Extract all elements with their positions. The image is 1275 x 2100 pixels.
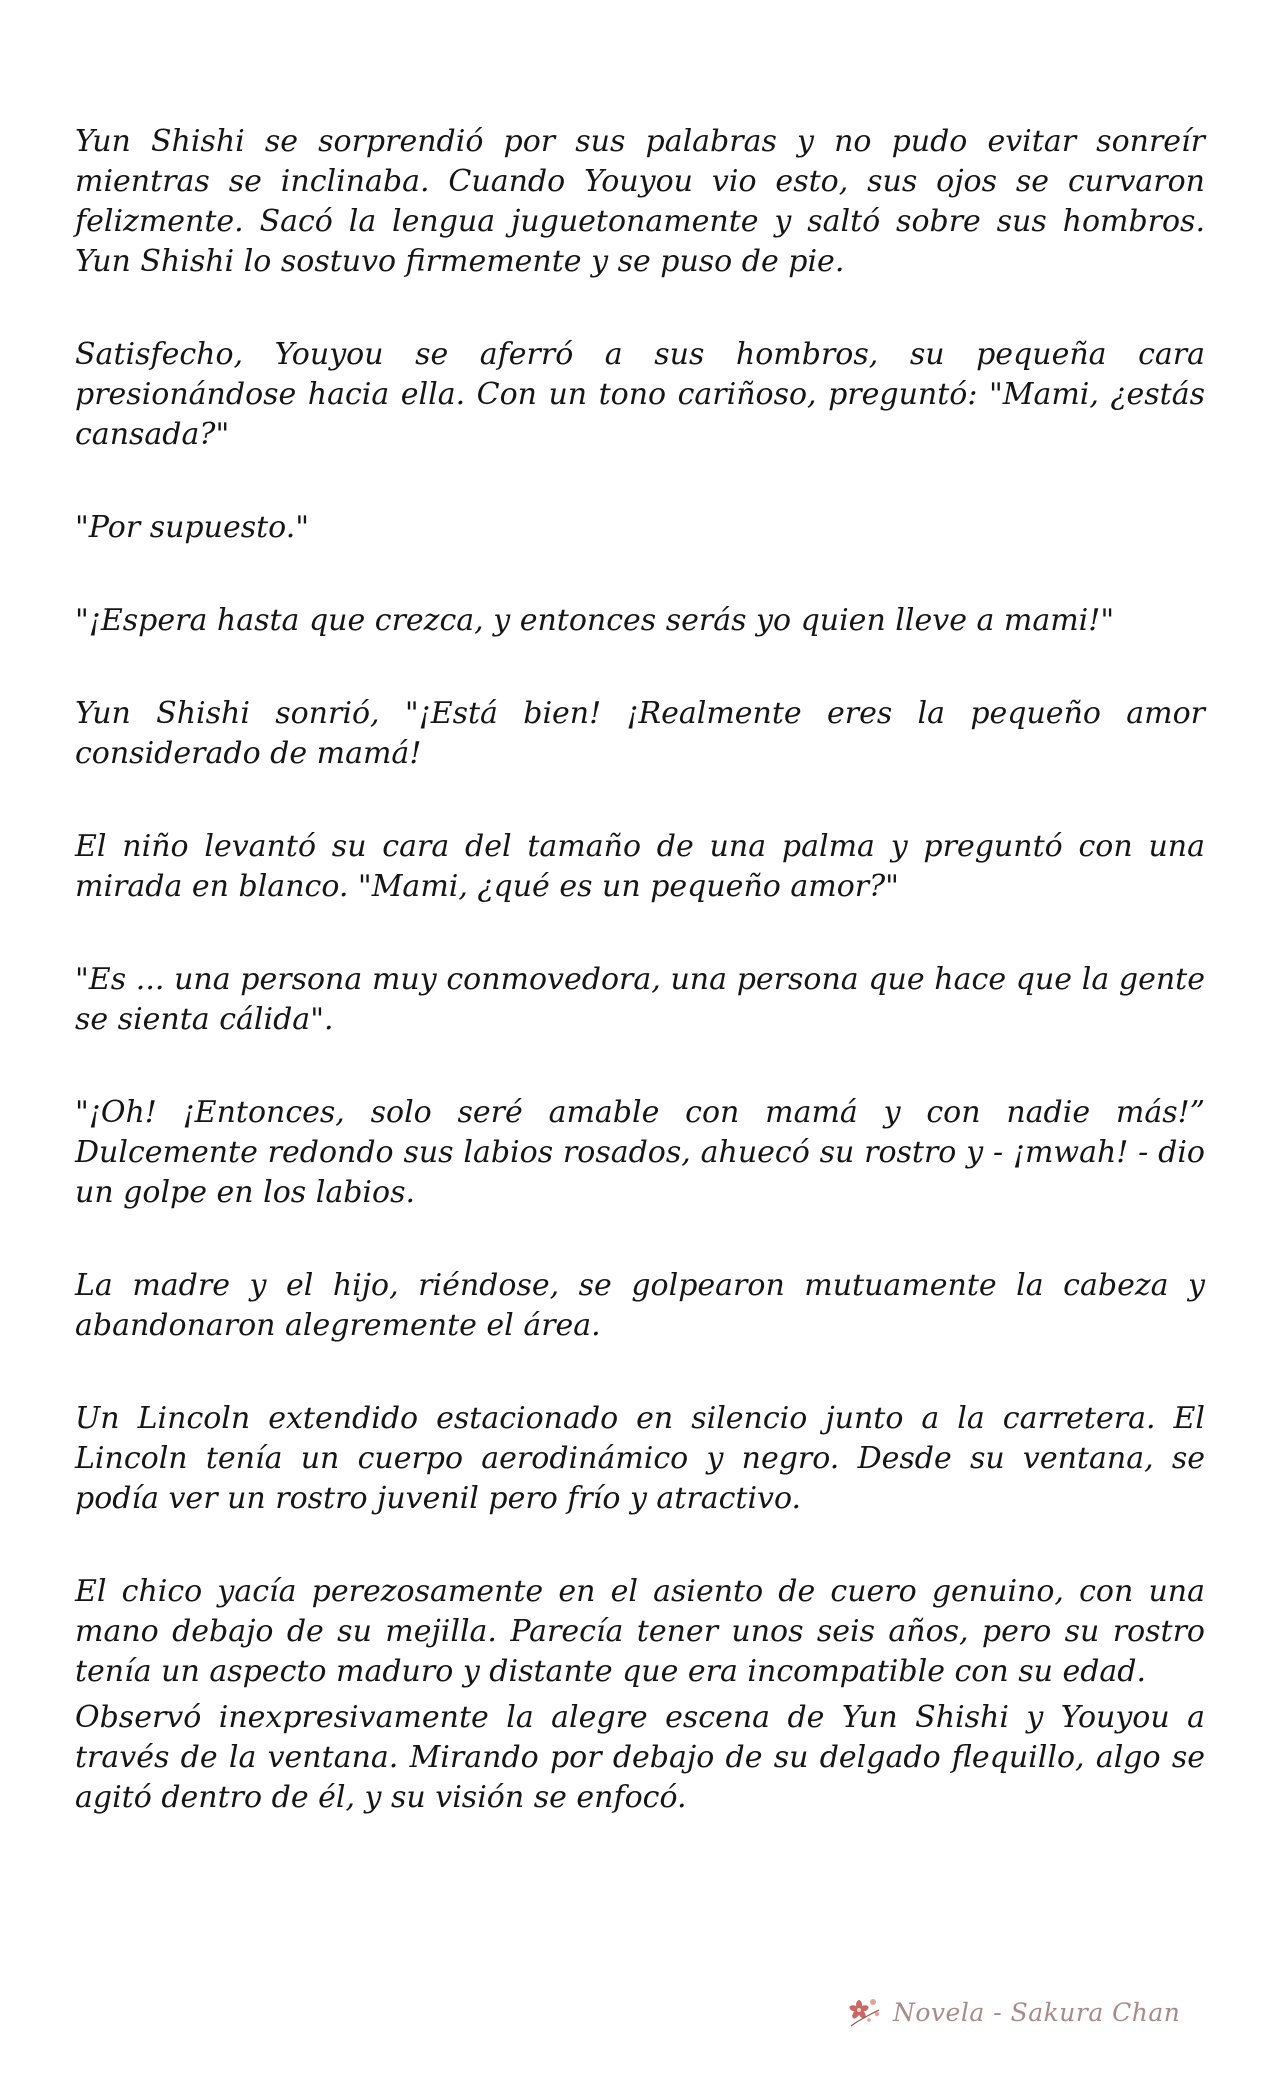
paragraph: "¡Oh! ¡Entonces, solo seré amable con mamá y con nadie más!” Dulcemente redondo sus labios rosados, ahuecó su rostro y - ¡mwah! - dio un golpe en los labios. xyxy=(75,1095,1205,1210)
paragraph: La madre y el hijo, riéndose, se golpearon mutuamente la cabeza y abandonaron alegremente el área. xyxy=(75,1268,1205,1343)
paragraph: "Por supuesto." xyxy=(75,510,310,545)
paragraph: Observó inexpresivamente la alegre escena de Yun Shishi y Youyou a través de la ventana. Mirando por debajo de su delgado flequillo, algo se agitó dentro de él, y su visión se enfocó. xyxy=(75,1700,1205,1815)
paragraph: Un Lincoln extendido estacionado en silencio junto a la carretera. El Lincoln tenía un cuerpo aerodinámico y negro. Desde su ventana, se podía ver un rostro juvenil pero frío y atractivo. xyxy=(75,1401,1205,1516)
story-text xyxy=(75,122,1205,1871)
paragraph: "Es ... una persona muy conmovedora, una persona que hace que la gente se sienta cálida". xyxy=(75,962,1205,1037)
watermark xyxy=(845,1990,1180,2034)
paragraph: El niño levantó su cara del tamaño de una palma y preguntó con una mirada en blanco. "Mami, ¿qué es un pequeño amor?" xyxy=(75,829,1205,904)
sakura-blossom-icon xyxy=(845,1992,885,2032)
paragraph: Yun Shishi se sorprendió por sus palabras y no pudo evitar sonreír mientras se inclinaba. Cuando Youyou vio esto, sus ojos se curvaron felizmente. Sacó la lengua juguetonamente y saltó sobre sus hombros. Yun Shishi lo sostuvo firmemente y se puso de pie. xyxy=(75,124,1205,279)
paragraph: Satisfecho, Youyou se aferró a sus hombros, su pequeña cara presionándose hacia ella. Con un tono cariñoso, preguntó: "Mami, ¿estás cansada?" xyxy=(75,337,1205,452)
paragraph: "¡Espera hasta que crezca, y entonces serás yo quien lleve a mami!" xyxy=(75,603,1115,638)
paragraph: El chico yacía perezosamente en el asiento de cuero genuino, con una mano debajo de su mejilla. Parecía tener unos seis años, pero su rostro tenía un aspecto maduro y distante que era incompatible con su edad. xyxy=(75,1574,1205,1689)
watermark-text: Novela - Sakura Chan xyxy=(893,1997,1181,2027)
paragraph: Yun Shishi sonrió, "¡Está bien! ¡Realmente eres la pequeño amor considerado de mamá! xyxy=(75,696,1205,771)
